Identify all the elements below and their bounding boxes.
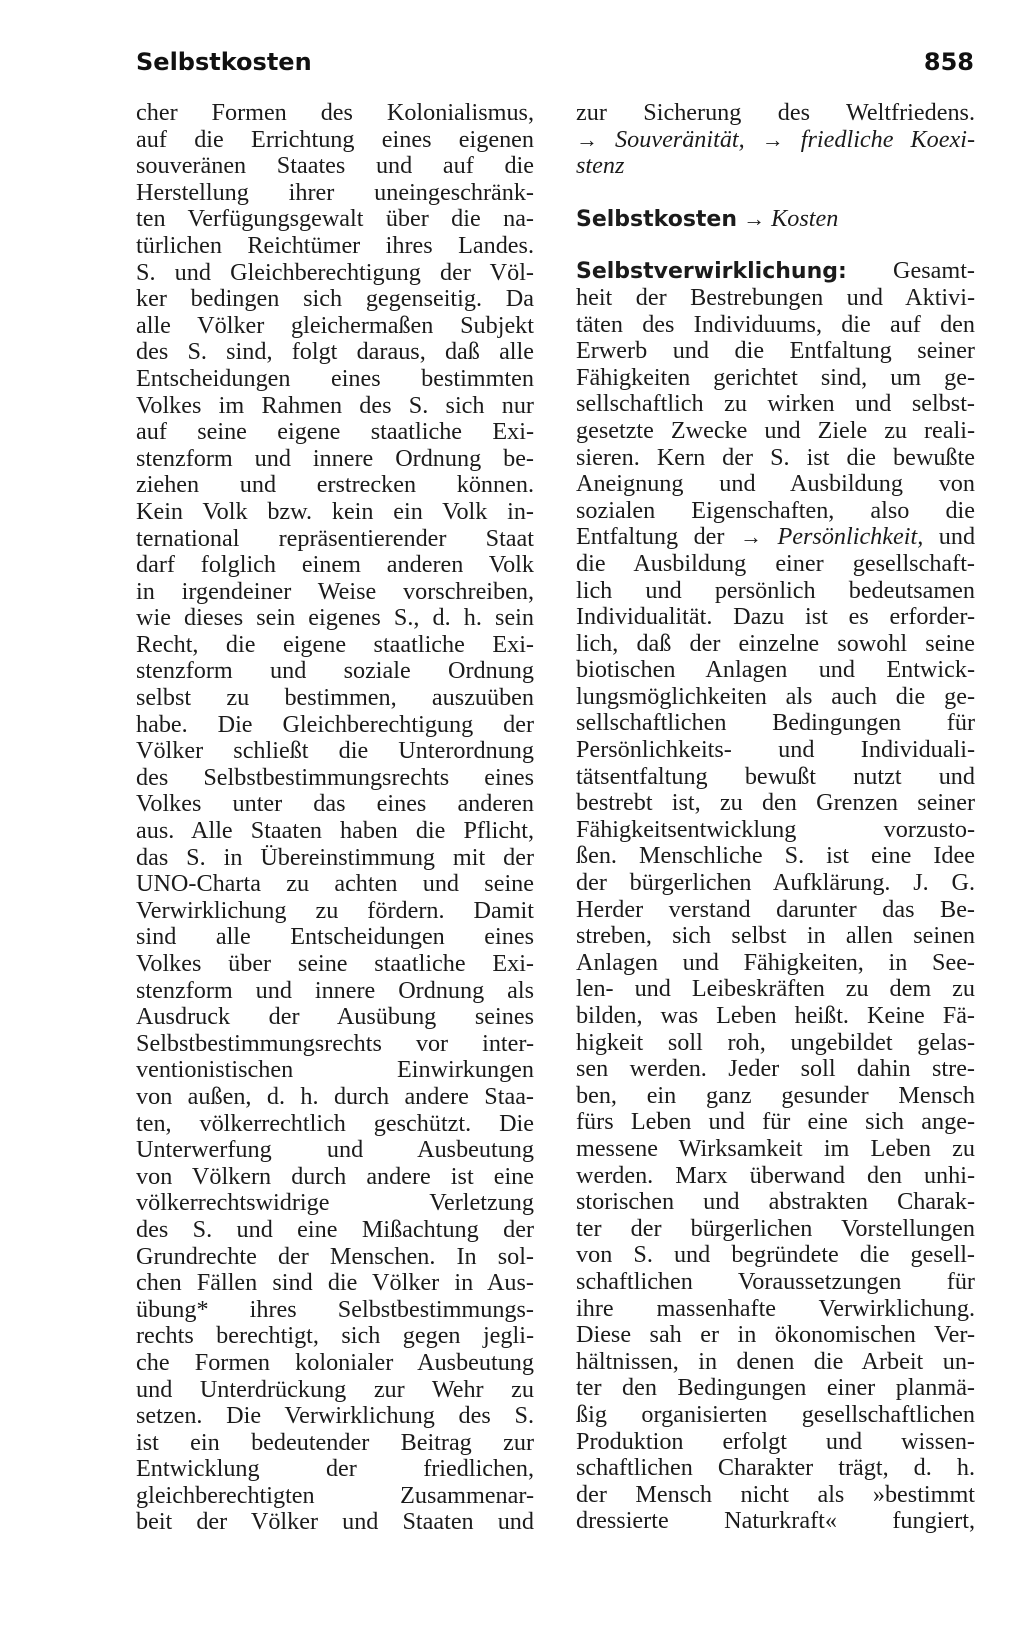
text-line: sellschaftlich zu wirken und selbst- — [576, 391, 975, 418]
text-line: storischen und abstrakten Charak- — [576, 1189, 975, 1216]
cross-reference-kosten[interactable]: Kosten — [771, 205, 839, 232]
right-column — [576, 100, 975, 1535]
entry-spacer — [576, 232, 975, 258]
text-line: das S. in Übereinstimmung mit der — [136, 844, 534, 871]
text-line: auf die Errichtung eines eigenen — [136, 126, 534, 153]
text-line: Völker schließt die Unterordnung — [136, 738, 534, 765]
text-line: souveränen Staates und auf die — [136, 153, 534, 180]
text-line: darf folglich einem anderen Volk — [136, 552, 534, 579]
text-line: ten Verfügungsgewalt über die na- — [136, 206, 534, 233]
text-line: ihre massenhafte Verwirklichung. — [576, 1295, 975, 1322]
text-line: selbst zu bestimmen, auszuüben — [136, 685, 534, 712]
text-fragment: Entfaltung der — [576, 524, 725, 551]
text-line: chen Fällen sind die Völker in Aus- — [136, 1270, 534, 1297]
cross-reference-souveraenitaet[interactable]: Souveränität, — [615, 126, 745, 153]
text-line: Aneignung und Ausbildung von — [576, 471, 975, 498]
text-line: Fähigkeitsentwicklung vorzusto- — [576, 816, 975, 843]
text-line: cher Formen des Kolonialismus, — [136, 100, 534, 126]
text-line: Selbstbestimmungsrechts vor inter- — [136, 1030, 534, 1057]
text-line: S. und Gleichberechtigung der Völ- — [136, 259, 534, 286]
text-line: Erwerb und die Entfaltung seiner — [576, 338, 975, 365]
text-line: hältnissen, in denen die Arbeit un- — [576, 1348, 975, 1375]
text-line: ventionistischen Einwirkungen — [136, 1057, 534, 1084]
text-line: UNO-Charta zu achten und seine — [136, 871, 534, 898]
page-number: 858 — [923, 48, 974, 76]
text-line: des Selbstbestimmungsrechts eines — [136, 764, 534, 791]
text-line: Persönlichkeits- und Individuali- — [576, 737, 975, 764]
entry-body-b — [576, 551, 975, 1535]
text-line: alle Völker gleichermaßen Subjekt — [136, 312, 534, 339]
text-line: des S. und eine Mißachtung der — [136, 1216, 534, 1243]
text-line: der Mensch nicht als »bestimmt — [576, 1481, 975, 1508]
text-line: len- und Leibeskräften zu dem zu — [576, 976, 975, 1003]
entry-term: Selbstverwirklichung: — [576, 259, 847, 285]
text-line: stenzform und innere Ordnung be- — [136, 445, 534, 472]
entry-selbstverwirklichung-first-line — [576, 258, 975, 285]
text-line: Herstellung ihrer uneingeschränk- — [136, 179, 534, 206]
text-line: bilden, was Leben heißt. Keine Fä- — [576, 1003, 975, 1029]
text-line: wie dieses sein eigenes S., d. h. sein — [136, 605, 534, 632]
text-line: lungsmöglichkeiten als auch die ge- — [576, 683, 975, 710]
text-line: Entscheidungen eines bestimmten — [136, 365, 534, 392]
text-line: in irgendeiner Weise vorschreiben, — [136, 578, 534, 605]
text-line: von Völkern durch andere ist eine — [136, 1163, 534, 1190]
text-line: Volkes im Rahmen des S. sich nur — [136, 392, 534, 419]
text-line: messene Wirksamkeit im Leben zu — [576, 1135, 975, 1162]
text-line: werden. Marx überwand den unhi- — [576, 1162, 975, 1189]
text-line: heit der Bestrebungen und Aktivi- — [576, 284, 975, 311]
text-line: bestrebt ist, zu den Grenzen seiner — [576, 790, 975, 817]
left-column — [136, 100, 534, 1536]
text-line: Individualität. Dazu ist es erforder- — [576, 604, 975, 631]
text-line: ternational repräsentierender Staat — [136, 525, 534, 552]
cross-reference-koexistenz[interactable]: friedliche Koexi- — [800, 126, 975, 153]
running-title: Selbstkosten — [136, 48, 312, 76]
text-line: stenzform und soziale Ordnung — [136, 658, 534, 685]
entry-term: Selbstkosten — [576, 206, 738, 232]
text-line: Volkes über seine staatliche Exi- — [136, 951, 534, 977]
text-line: ter den Bedingungen einer planmä- — [576, 1375, 975, 1402]
text-line: sozialen Eigenschaften, also die — [576, 497, 975, 524]
text-line: übung* ihres Selbstbestimmungs- — [136, 1296, 534, 1323]
arrow-icon: → — [576, 126, 598, 152]
text-line: beit der Völker und Staaten und — [136, 1509, 534, 1536]
entry-body-a — [576, 285, 975, 524]
text-line: ker bedingen sich gegenseitig. Da — [136, 286, 534, 313]
text-line: sellschaftlichen Bedingungen für — [576, 710, 975, 737]
entry-spacer — [576, 180, 975, 206]
text-line: Unterwerfung und Ausbeutung — [136, 1137, 534, 1164]
text-fragment: und — [938, 524, 975, 551]
text-line: zur Sicherung des Weltfriedens. — [576, 100, 975, 126]
text-line: Herder verstand darunter das Be- — [576, 896, 975, 923]
text-line: aus. Alle Staaten haben die Pflicht, — [136, 818, 534, 845]
text-line: sieren. Kern der S. ist die bewußte — [576, 444, 975, 471]
text-line: dressierte Naturkraft« fungiert, — [576, 1508, 975, 1535]
text-line: ßig organisierten gesellschaftlichen — [576, 1401, 975, 1428]
cross-reference-koexistenz-cont[interactable]: stenz — [576, 153, 625, 180]
text-line: von S. und begründete die gesell- — [576, 1242, 975, 1269]
text-line: stenzform und innere Ordnung als — [136, 977, 534, 1004]
text-line: lich und persönlich bedeutsamen — [576, 577, 975, 604]
text-line: Ausdruck der Ausübung seines — [136, 1004, 534, 1031]
text-line: Kein Volk bzw. kein ein Volk in- — [136, 498, 534, 525]
entry-selbstkosten — [576, 206, 975, 233]
text-line: schaftlichen Charakter trägt, d. h. — [576, 1455, 975, 1482]
text-line: Entwicklung der friedlichen, — [136, 1456, 534, 1483]
text-line: die Ausbildung einer gesellschaft- — [576, 550, 975, 577]
text-line: ziehen und erstrecken können. — [136, 472, 534, 499]
text-line: täten des Individuums, die auf den — [576, 311, 975, 338]
arrow-icon: → — [743, 205, 766, 231]
text-line: ist ein bedeutender Beitrag zur — [136, 1429, 534, 1456]
text-line: von außen, d. h. durch andere Staa- — [136, 1083, 534, 1110]
text-line: lich, daß der einzelne sowohl seine — [576, 630, 975, 657]
text-line: che Formen kolonialer Ausbeutung — [136, 1349, 534, 1376]
entry-text: Gesamt- — [893, 258, 975, 285]
arrow-icon: → — [761, 126, 784, 152]
text-line: Anlagen und Fähigkeiten, in See- — [576, 949, 975, 976]
text-line: Produktion erfolgt und wissen- — [576, 1428, 975, 1455]
text-line: Verwirklichung zu fördern. Damit — [136, 897, 534, 924]
text-line: Recht, die eigene staatliche Exi- — [136, 631, 534, 658]
persoenlichkeit-line — [576, 524, 975, 551]
text-line: ben, ein ganz gesunder Mensch — [576, 1082, 975, 1109]
text-line: gleichberechtigten Zusammenar- — [136, 1482, 534, 1509]
text-line: ten, völkerrechtlich geschützt. Die — [136, 1110, 534, 1137]
text-line: setzen. Die Verwirklichung des S. — [136, 1403, 534, 1430]
text-line: des S. sind, folgt daraus, daß alle — [136, 339, 534, 366]
text-line: biotischen Anlagen und Entwick- — [576, 657, 975, 684]
text-line: auf seine eigene staatliche Exi- — [136, 419, 534, 446]
cross-reference-persoenlichkeit[interactable]: Persönlichkeit, — [777, 524, 924, 551]
text-line: türlichen Reichtümer ihres Landes. — [136, 232, 534, 259]
text-line: ter der bürgerlichen Vorstellungen — [576, 1215, 975, 1242]
text-line: fürs Leben und für eine sich ange- — [576, 1109, 975, 1136]
text-line: Grundrechte der Menschen. In sol- — [136, 1243, 534, 1270]
text-line: Volkes unter das eines anderen — [136, 791, 534, 818]
text-line: und Unterdrückung zur Wehr zu — [136, 1376, 534, 1403]
text-line: völkerrechtswidrige Verletzung — [136, 1190, 534, 1217]
text-line: higkeit soll roh, ungebildet gelas- — [576, 1029, 975, 1056]
text-line: Fähigkeiten gerichtet sind, um ge- — [576, 364, 975, 391]
text-line: habe. Die Gleichberechtigung der — [136, 711, 534, 738]
text-line: sen werden. Jeder soll dahin stre- — [576, 1056, 975, 1083]
running-head — [136, 48, 974, 76]
text-line: gesetzte Zwecke und Ziele zu reali- — [576, 417, 975, 444]
arrow-icon: → — [739, 524, 762, 550]
text-line: schaftlichen Voraussetzungen für — [576, 1268, 975, 1295]
cross-reference-line — [576, 127, 975, 154]
text-line: tätsentfaltung bewußt nutzt und — [576, 763, 975, 790]
text-line: ßen. Menschliche S. ist eine Idee — [576, 843, 975, 870]
text-line: der bürgerlichen Aufklärung. J. G. — [576, 870, 975, 897]
text-line: rechts berechtigt, sich gegen jegli- — [136, 1323, 534, 1350]
text-line: Diese sah er in ökonomischen Ver- — [576, 1322, 975, 1349]
text-line: streben, sich selbst in allen seinen — [576, 923, 975, 950]
text-line: sind alle Entscheidungen eines — [136, 924, 534, 951]
